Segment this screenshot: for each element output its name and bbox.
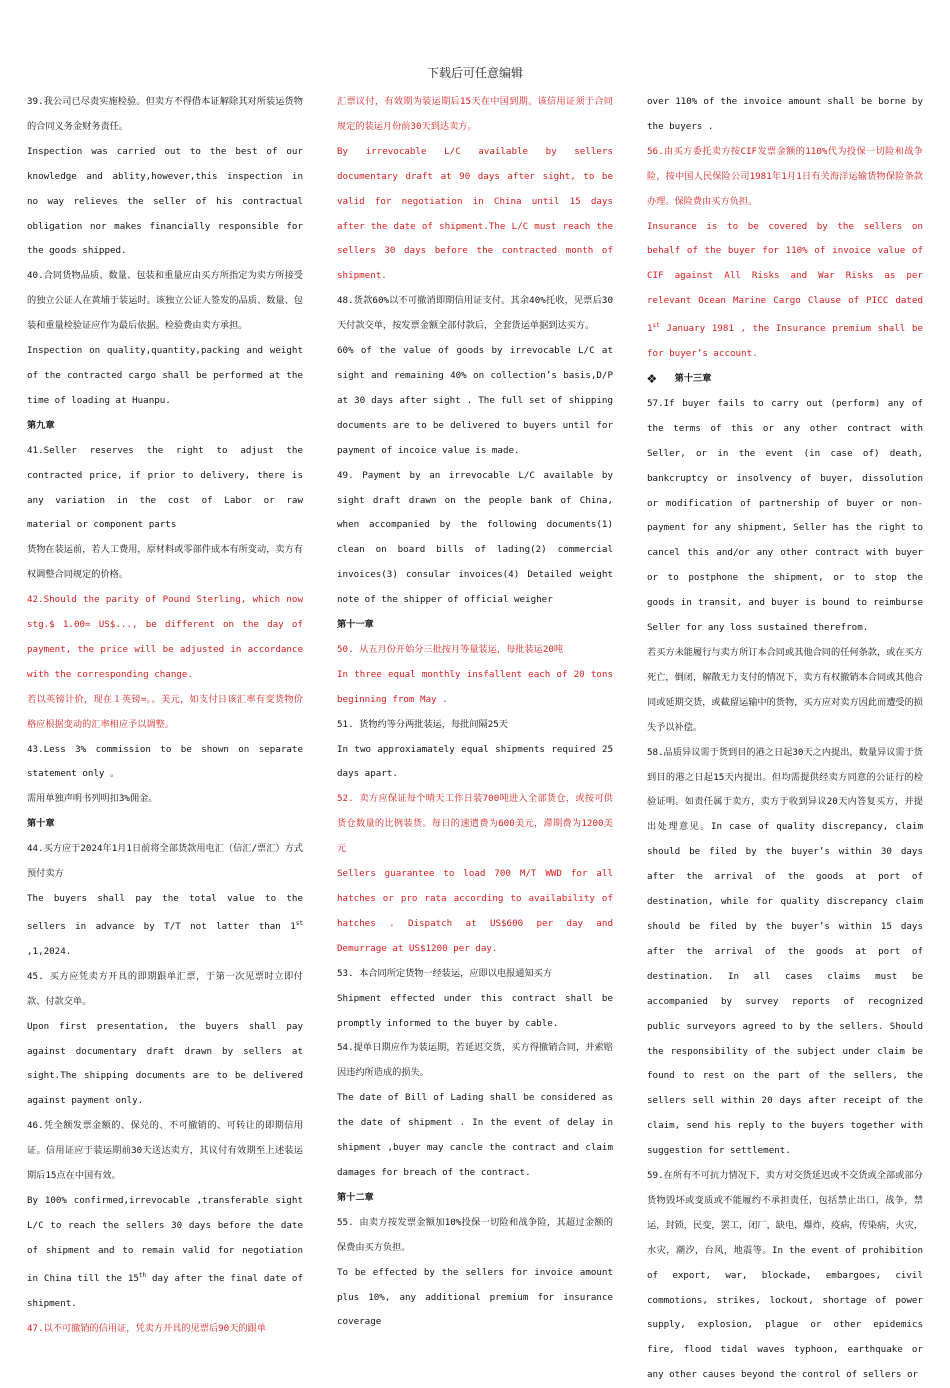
chapter-heading: 第十章 xyxy=(27,818,55,830)
paragraph: over 110% of the invoice amount shall be borne by the buyers . xyxy=(647,96,923,132)
paragraph: 需用单独声明书列明扣3%佣金。 xyxy=(27,793,158,805)
paragraph: 55. 由卖方按发票金额加10%投保一切险和战争险，其超过金额的保费由买方负担。 xyxy=(337,1216,613,1253)
chapter-heading: 第九章 xyxy=(27,419,55,431)
paragraph: 58.品质异议需于货到目的港之日起30天之内提出，数量异议需于货到目的港之日起15天内提出。但均需提供经卖方同意的公证行的检验证明。如责任属于卖方，卖方于收到异议20天内答复买方，并提出处理意见。In case of quality discrepancy, claim should be filed by the buyer’s within 30 days after the arrival of the goods at port of destination, while for quality discrepancy claim should be filed by the buyer’s within 15 days after the arrival of the goods at port of destination. In all cases claims must be accompanied by survey reports of recognized public surveyors agreed to by the sellers. Should the responsibility of the subject under claim be found to rest on the part of the sellers, the sellers sell within 20 days after receipt of the claim, send his reply to the buyers together with suggestion for settlement. xyxy=(647,746,923,1157)
paragraph: 59.在所有不可抗力情况下，卖方对交货延迟或不交货或全部或部分货物毁坏或变质或不能履约不承担责任，包括禁止出口，战争，禁运，封锁，民变，罢工，闭厂，缺电，爆炸，疫病，传染病，火灾，水灾，潮汐，台风，地震等。In the event of prohibition of export, war, blockade, embargoes, civil commotions, strikes, lockout, shortage of power supply, explosion, plague or other epidemics fire, flood tidal waves typhoon, earthquake or any other causes beyond the control of sellers or xyxy=(647,1170,923,1381)
paragraph: Sellers guarantee to load 700 M/T WWD for all hatches or pro rata according to availability of hatches . Dispatch at US$600 per day and Demurrage at US$1200 per day. xyxy=(337,868,613,954)
paragraph: By 100% confirmed,irrevocable ,transferable sight L/C to reach the sellers 30 days before the date of shipment and to remain valid for negotiation in China till the 15th day after the final date of shipment. xyxy=(27,1194,303,1309)
paragraph: 52. 卖方应保证每个晴天工作日装700吨进入全部货仓，或按可供货仓数量的比例装货。每日的速遣费为600美元，滞期费为1200美元 xyxy=(337,793,613,855)
text-column-right xyxy=(647,90,923,1388)
paragraph: Shipment effected under this contract shall be promptly informed to the buyer by cable. xyxy=(337,992,613,1029)
paragraph: 45. 买方应凭卖方开具的即期跟单汇票，于第一次见票时立即付款、付款交单。 xyxy=(27,970,303,1007)
paragraph: 49. Payment by an irrevocable L/C available by sight draft drawn on the people bank of China, when accompanied by the following documents(1) clean on board bills of lading(2) commercial invoices(3) consular invoices(4) Detailed weight note of the shipper of official weigher xyxy=(337,469,613,606)
chapter-heading xyxy=(647,367,923,392)
paragraph: 44.买方应于2024年1月1日前将全部货款用电汇（信汇/票汇）方式预付卖方 xyxy=(27,843,303,880)
paragraph: 42.Should the parity of Pound Sterling, which now stg.$ 1.00= US$..., be different on the day of payment, the price will be adjusted in accordance with the corresponding change. xyxy=(27,594,303,680)
paragraph: To be effected by the sellers for invoice amount plus 10%, any additional premium for insurance coverage xyxy=(337,1266,613,1328)
paragraph: The date of Bill of Lading shall be considered as the date of shipment . In the event of delay in shipment ,buyer may cancle the contract and claim damages for breach of the contract. xyxy=(337,1092,613,1178)
paragraph: The buyers shall pay the total value to the sellers in advance by T/T not latter than 1st ,1,2024. xyxy=(27,893,303,957)
paragraph: 汇票议付，有效期为装运期后15天在中国到期。该信用证须于合同规定的装运月份前30天到达卖方。 xyxy=(337,96,613,132)
paragraph: 48.货款60%以不可撤消即期信用证支付。其余40%托收，见票后30天付款交单，按发票金额全部付款后，全套货运单据到达买方。 xyxy=(337,295,613,332)
paragraph: 54.提单日期应作为装运期，若延迟交货，买方得撤销合同，并索赔因违约所造成的损失。 xyxy=(337,1042,613,1079)
paragraph: 43.Less 3% commission to be shown on separate statement only 。 xyxy=(27,743,303,780)
diamond-bullet-icon: ❖ xyxy=(647,368,657,388)
paragraph: Upon first presentation, the buyers shall pay against documentary draft drawn by sellers at sight.The shipping documents are to be delivered against payment only. xyxy=(27,1020,303,1107)
paragraph: Inspection was carried out to the best of our knowledge and ablity,however,this inspection in no way relieves the seller of his contractual obligation nor makes financially responsible for the goods shipped. xyxy=(27,145,303,257)
text-column-middle xyxy=(337,90,613,1335)
paragraph: 50. 从五月份开始分三批按月等量装运，每批装运20吨 xyxy=(337,643,564,655)
paragraph: 若买方未能履行与卖方所订本合同或其他合同的任何条款，或在买方死亡，倒闭，解散无力支付的情况下，卖方有权撤销本合同或其他合同或延期交货，或截留运输中的货物，买方应对卖方因此而遭受的损失予以补偿。 xyxy=(647,647,923,733)
paragraph: 47.以不可撤销的信用证，凭卖方开具的见票后90天的跟单 xyxy=(27,1322,266,1334)
paragraph: 53. 本合同所定货物一经装运，应即以电报通知买方 xyxy=(337,967,553,979)
paragraph: By irrevocable L/C available by sellers documentary draft at 90 days after sight, to be valid for negotiation in China until 15 days after the date of shipment.The L/C must reach the sellers 30 days before the contracted month of shipment. xyxy=(337,145,613,282)
chapter-heading-text: 第十三章 xyxy=(674,373,712,385)
page-header: 下载后可任意编辑 xyxy=(426,66,523,80)
paragraph: Insurance is to be covered by the sellers on behalf of the buyer for 110% of invoice value of CIF against All Risks and War Risks as per relevant Ocean Marine Cargo Clause of PICC dated 1st January 1981 , the Insurance premium shall be for buyer’s account. xyxy=(647,220,923,360)
paragraph: In three equal monthly insfallent each of 20 tons beginning from May . xyxy=(337,668,613,705)
paragraph: 57.If buyer fails to carry out (perform) any of the terms of this or any other contract with Seller, or in the event (in case of) death, bankcruptcy or insolvency of buyer, dissolution or modification of partnership of buyer or non-payment for any shipment, Seller has the right to cancel this and/or any other contract with buyer or to postphone the shipment, or to stop the goods in transit, and buyer is bound to reimburse Seller for any loss sustained therefrom. xyxy=(647,397,923,634)
paragraph: 39.我公司已尽责实施检验。但卖方不得借本证解除其对所装运货物的合同义务金财务责任。 xyxy=(27,96,303,132)
text-column-left xyxy=(27,90,303,1341)
paragraph: 51. 货物约等分两批装运，每批间隔25天 xyxy=(337,718,508,730)
paragraph: 若以英镑计价，现在１英镑=。。美元，如支付日该汇率有变货物价格应根据变动的汇率相应予以调整。 xyxy=(27,693,303,730)
paragraph: In two approxiamately equal shipments required 25 days apart. xyxy=(337,743,613,780)
paragraph: 40.合同货物品质、数量、包装和重量应由买方所指定为卖方所接受的独立公证人在黄埔于装运时。该独立公证人签发的品质、数量、包装和重量检验证应作为最后依据。检验费由卖方承担。 xyxy=(27,270,303,332)
paragraph: Inspection on quality,quantity,packing and weight of the contracted cargo shall be performed at the time of loading at Huanpu. xyxy=(27,345,303,406)
paragraph: 41.Seller reserves the right to adjust the contracted price, if prior to delivery, there is any variation in the cost of Labor or raw material or component parts xyxy=(27,444,303,531)
chapter-heading: 第十二章 xyxy=(337,1191,374,1203)
paragraph: 56.由买方委托卖方按CIF发票金额的110%代为投保一切险和战争险，按中国人民保险公司1981年1月1日有关海洋运输货物保险条款办理。保险费由买方负担。 xyxy=(647,145,923,207)
paragraph: 46.凭全额发票金额的、保兑的、不可撤销的、可转让的即期信用证。信用证应于装运期前30天送达卖方，其议付有效期至上述装运期后15点在中国有效。 xyxy=(27,1120,303,1182)
chapter-heading: 第十一章 xyxy=(337,619,374,631)
paragraph: 60% of the value of goods by irrevocable L/C at sight and remaining 40% on collection’s basis,D/P at 30 days after sight . The full set of shipping documents are to be delivered to buyers until for payment of incoice value is made. xyxy=(337,345,613,456)
paragraph: 货物在装运前，若人工费用，原材料或零部件成本有所变动，卖方有权调整合同规定的价格。 xyxy=(27,544,303,581)
